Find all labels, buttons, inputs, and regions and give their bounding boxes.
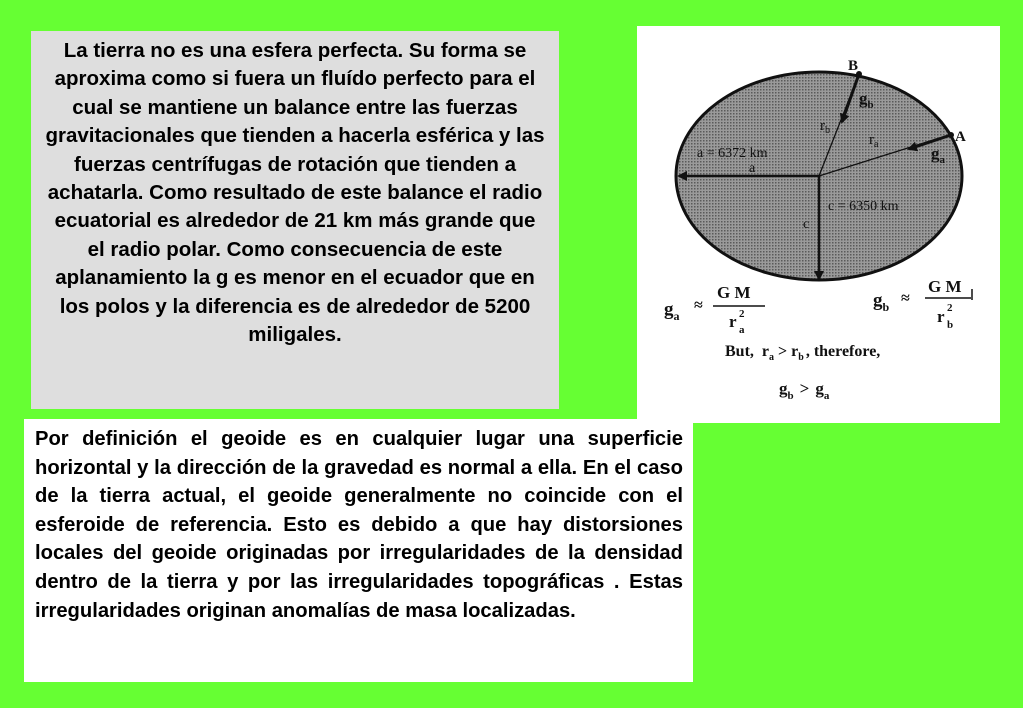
- point-a-label: A: [955, 129, 966, 145]
- c-radius-label: c = 6350 km: [828, 199, 899, 214]
- svg-text:≈: ≈: [901, 290, 910, 307]
- svg-text:r: r: [729, 312, 737, 331]
- svg-text:a: a: [739, 324, 745, 336]
- a-label: a: [749, 161, 756, 176]
- formula-gb: [873, 277, 972, 331]
- bottom-paragraph-box: [24, 419, 693, 682]
- ra-label: $r_a$: [869, 132, 879, 150]
- svg-text:gb: $g_b$: [873, 290, 890, 314]
- final-inequality: $g_b > g_a$: [779, 379, 830, 402]
- svg-text:2: 2: [739, 308, 745, 320]
- svg-text:G M: G M: [717, 283, 751, 302]
- ga-label: $g_a$: [931, 144, 945, 166]
- svg-text:ga: $g_a$: [664, 299, 680, 323]
- formula-ga: [664, 283, 765, 336]
- bottom-paragraph-text: Por definición el geoide es en cualquier lugar una superficie horizontal y la dirección de la gravedad es normal a ella. En el caso de la tierra actual, el geoide generalmente no coincide con el esferoide de referencia. Esto es debido a que hay distorsiones locales del geoide originadas por irregularidades de la densidad dentro de la tierra y por las irregularidades topográficas . Estas irregularidades originan anomalías de masa localizadas.: [35, 428, 683, 622]
- svg-text:G M: G M: [928, 277, 962, 296]
- but-line: But, $r_a > r_b$ , therefore,: [725, 343, 881, 363]
- c-label: c: [803, 217, 810, 232]
- svg-text:≈: ≈: [694, 297, 703, 314]
- gb-label: $g_b$: [859, 89, 874, 111]
- top-paragraph-box: [31, 31, 559, 409]
- svg-text:b: b: [947, 319, 954, 331]
- top-paragraph-text: La tierra no es una esfera perfecta. Su forma se aproxima como si fuera un fluído perfecto para el cual se mantiene un balance entre las fuerzas gravitacionales que tienden a hacerla esférica y las fuerzas centrífugas de rotación que tienden a achatarla. Como resultado de este balance el radio ecuatorial es alrededor de 21 km más grande que el radio polar. Como consecuencia de este aplanamiento la g es menor en el ecuador que en los polos y la diferencia es de alrededor de 5200 miligales.: [45, 39, 545, 347]
- point-a-dot: [948, 132, 954, 138]
- svg-text:r: r: [937, 307, 945, 326]
- ellipse-diagram: [637, 26, 1000, 423]
- svg-text:2: 2: [947, 302, 953, 314]
- a-radius-label: a = 6372 km: [697, 146, 768, 161]
- ellipse-figure: [637, 26, 1000, 423]
- rb-label: $r_b$: [820, 118, 830, 136]
- point-b-label: B: [848, 58, 859, 74]
